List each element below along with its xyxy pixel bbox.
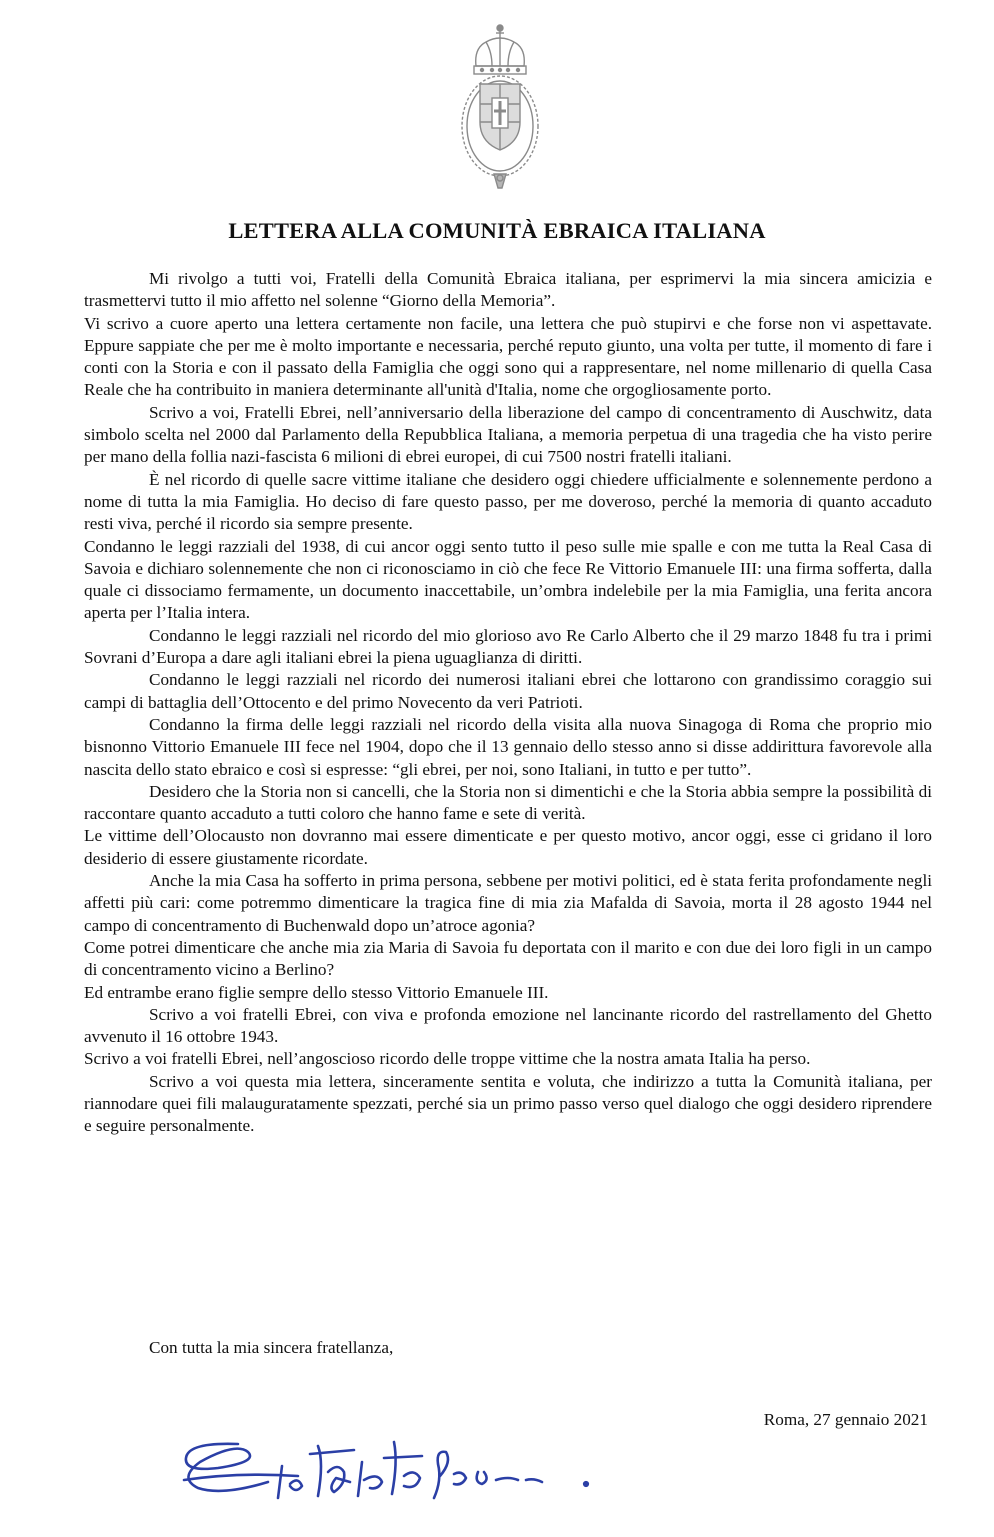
paragraph: Come potrei dimenticare che anche mia zia Maria di Savoia fu deportata con il marito e con due dei loro figli in un campo di concentramento vicino a Berlino? — [84, 937, 932, 980]
paragraph: Mi rivolgo a tutti voi, Fratelli della Comunità Ebraica italiana, per esprimervi la mia sincera amicizia e trasmettervi tutto il mio affetto nel solenne “Giorno della Memoria”. — [84, 269, 932, 311]
paragraph: Scrivo a voi fratelli Ebrei, nell’angoscioso ricordo delle troppe vittime che la nostra amata Italia ha perso. — [84, 1049, 811, 1069]
dateline: Roma, 27 gennaio 2021 — [763, 1410, 928, 1429]
paragraph: È nel ricordo di quelle sacre vittime italiane che desidero oggi chiedere ufficialmente e solennemente perdono a nome di tutta la mia Famiglia. Ho deciso di fare questo passo, per me doveroso, perché la memoria di quanto accaduto resti viva, perché il ricordo sia sempre presente. — [84, 469, 932, 534]
paragraph: Condanno la firma delle leggi razziali nel ricordo della visita alla nuova Sinagoga di Roma che proprio mio bisnonno Vittorio Emanuele III fece nel 1904, dopo che il 13 gennaio dello stesso anno si disse addirittura favorevole alla nascita dello stato ebraico e così si espresse: “gli ebrei, per noi, sono Italiani, in tutto e per tutto”. — [84, 714, 932, 779]
savoy-crest-icon — [452, 22, 548, 192]
paragraph: Scrivo a voi fratelli Ebrei, con viva e profonda emozione nel lancinante ricordo del rastrellamento del Ghetto avvenuto il 16 ottobre 1943. — [84, 1004, 932, 1047]
document-title: LETTERA ALLA COMUNITÀ EBRAICA ITALIANA — [228, 218, 766, 243]
paragraph: Condanno le leggi razziali del 1938, di cui ancor oggi sento tutto il peso sulle mie spalle e con me tutta la Real Casa di Savoia e dichiaro solennemente che non ci riconosciamo in ciò che fece Re Vittorio Emanuele III: una firma sofferta, dalla quale ci dissociamo fermamente, un documento inaccettabile, un’ombra indelebile per la mia Famiglia, una ferita ancora aperta per l’Italia intera. — [84, 536, 932, 623]
paragraph: Ed entrambe erano figlie sempre dello stesso Vittorio Emanuele III. — [84, 982, 549, 1002]
paragraph: Scrivo a voi, Fratelli Ebrei, nell’anniversario della liberazione del campo di concentramento di Auschwitz, data simbolo scelta nel 2000 dal Parlamento della Repubblica Italiana, a memoria perpetua di una tragedia che ha visto perire per mano della follia nazi-fascista 6 milioni di ebrei europei, di cui 7500 nostri fratelli italiani. — [84, 402, 932, 467]
paragraph: Desidero che la Storia non si cancelli, che la Storia non si dimentichi e che la Storia abbia sempre la possibilità di raccontare quanto accaduto a tutti coloro che hanno fame e sete di verità. — [84, 781, 932, 824]
letter-body — [84, 268, 932, 1138]
paragraph: Le vittime dell’Olocausto non dovranno mai essere dimenticate e per questo motivo, ancor oggi, esse ci gridano il loro desiderio di essere giustamente ricordate. — [84, 826, 932, 868]
paragraph: Condanno le leggi razziali nel ricordo dei numerosi italiani ebrei che lottarono con grandissimo coraggio sui campi di battaglia dell’Ottocento e del primo Novecento da veri Patrioti. — [84, 670, 932, 712]
closing-salutation: Con tutta la mia sincera fratellanza, — [149, 1338, 394, 1357]
paragraph: Condanno le leggi razziali nel ricordo del mio glorioso avo Re Carlo Alberto che il 29 marzo 1848 fu tra i primi Sovrani d’Europa a dare agli italiani ebrei la piena uguaglianza di diritti. — [84, 625, 932, 668]
paragraph: Scrivo a voi questa mia lettera, sinceramente sentita e voluta, che indirizzo a tutta la Comunità italiana, per riannodare quei fili malauguratamente spezzati, perché sia un primo passo verso quel dialogo che oggi desidero riprendere e seguire personalmente. — [84, 1071, 932, 1136]
paragraph: Vi scrivo a cuore aperto una lettera certamente non facile, una lettera che può stupirvi e che forse non vi aspettavate. Eppure sappiate che per me è molto importante e necessaria, perché reputo giunto, una volta per tutte, il momento di fare i conti con la Storia e con il passato della Famiglia che oggi sono qui a rappresentare, nel nome millenario di quella Casa Reale che ha contribuito in maniera determinante all'unità d'Italia, nome che orgogliosamente porto. — [84, 313, 932, 400]
signature — [178, 1432, 618, 1512]
paragraph: Anche la mia Casa ha sofferto in prima persona, sebbene per motivi politici, ed è stata ferita profondamente negli affetti più cari: come potremmo dimenticare la tragica fine di mia zia Mafalda di Savoia, morta il 28 agosto 1944 nel campo di concentramento di Buchenwald dopo un’atroce agonia? — [84, 871, 932, 935]
